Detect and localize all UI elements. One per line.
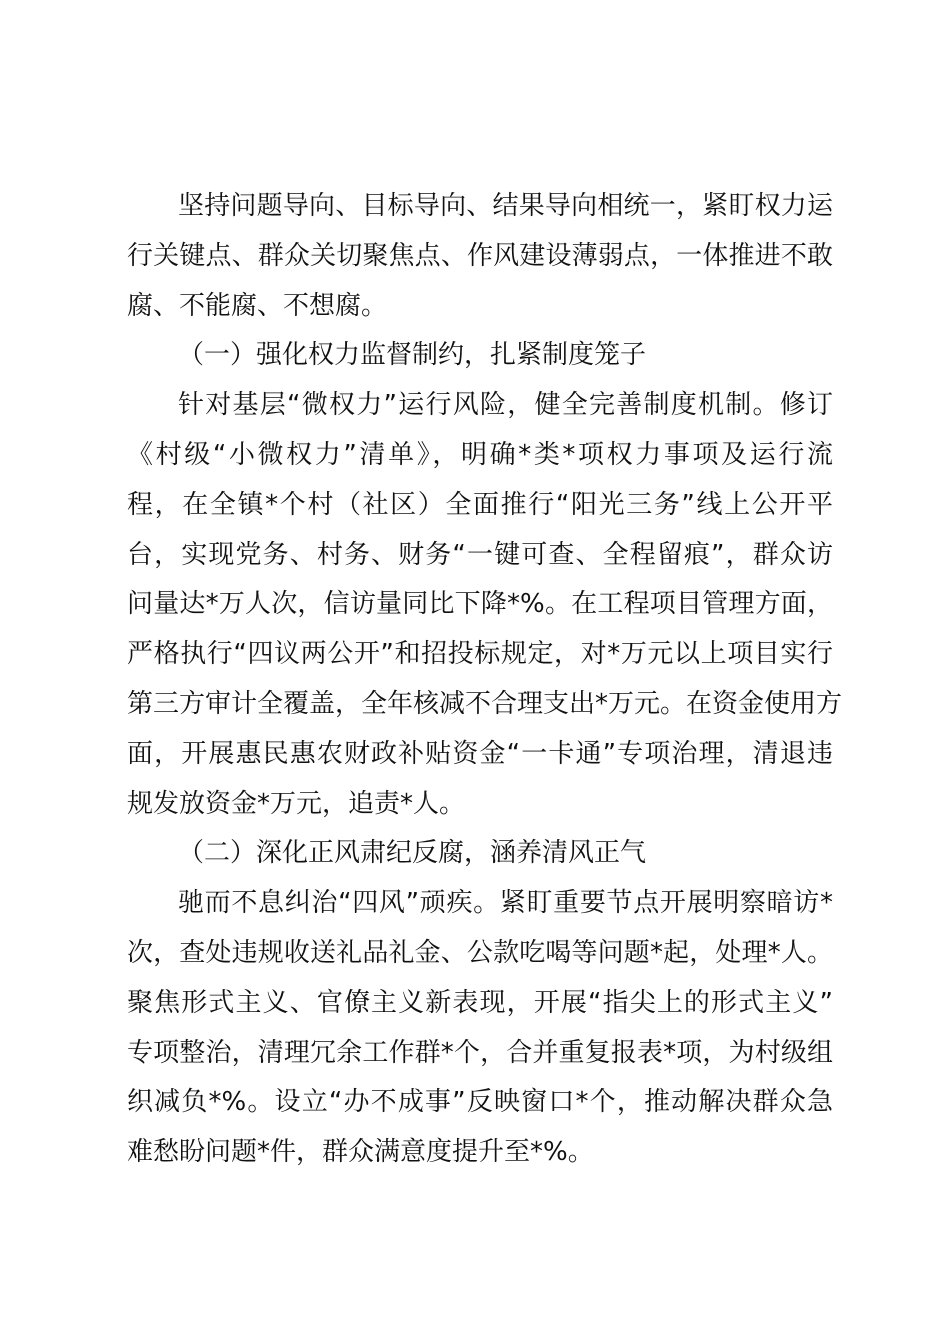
text-line: 次，查处违规收送礼品礼金、公款吃喝等问题*起，处理*人。 xyxy=(127,938,833,968)
text-line: 坚持问题导向、目标导向、结果导向相统一，紧盯权力运 xyxy=(178,191,833,221)
text-line: （二）深化正风肃纪反腐，涵养清风正气 xyxy=(178,838,647,869)
text-line: 问量达*万人次，信访量同比下降*%。在工程项目管理方面， xyxy=(127,589,833,620)
text-line: 面，开展惠民惠农财政补贴资金“一卡通”专项治理，清退违 xyxy=(127,738,833,769)
text-line: 程，在全镇*个村（社区）全面推行“阳光三务”线上公开平 xyxy=(127,489,833,520)
text-line: 规发放资金*万元，追责*人。 xyxy=(127,788,466,819)
text-line: 针对基层“微权力”运行风险，健全完善制度机制。修订 xyxy=(178,390,833,421)
text-line: 难愁盼问题*件，群众满意度提升至*%。 xyxy=(127,1137,594,1168)
text-line: 驰而不息纠治“四风”顽疾。紧盯重要节点开展明察暗访* xyxy=(178,888,833,919)
text-line: 行关键点、群众关切聚焦点、作风建设薄弱点，一体推进不敢 xyxy=(127,240,833,271)
text-line: 织减负*%。设立“办不成事”反映窗口*个，推动解决群众急 xyxy=(127,1087,833,1118)
text-line: 专项整治，清理冗余工作群*个，合并重复报表*项，为村级组 xyxy=(127,1037,833,1068)
text-line: （一）强化权力监督制约，扎紧制度笼子 xyxy=(178,340,647,371)
text-line: 严格执行“四议两公开”和招投标规定，对*万元以上项目实行 xyxy=(127,639,833,670)
text-line: 聚焦形式主义、官僚主义新表现，开展“指尖上的形式主义” xyxy=(127,987,833,1018)
text-line: 《村级“小微权力”清单》，明确*类*项权力事项及运行流 xyxy=(127,440,833,470)
text-line: 腐、不能腐、不想腐。 xyxy=(127,290,388,321)
text-line: 台，实现党务、村务、财务“一键可查、全程留痕”，群众访 xyxy=(127,539,833,570)
text-line: 第三方审计全覆盖，全年核减不合理支出*万元。在资金使用方 xyxy=(127,689,843,719)
